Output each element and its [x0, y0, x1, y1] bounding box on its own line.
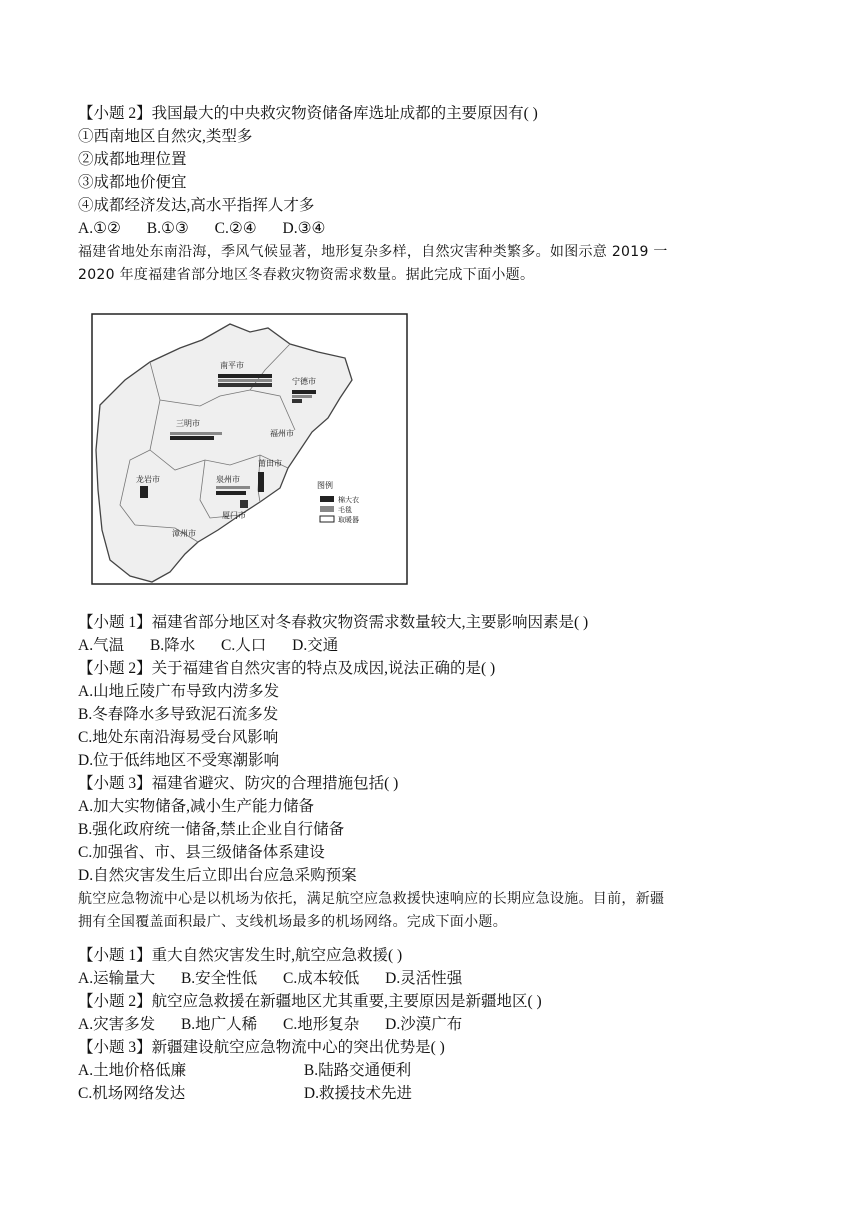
option-d: D.③④: [282, 220, 326, 237]
option-a: A.灾害多发: [78, 1016, 156, 1033]
passage-text: 航空应急物流中心是以机场为依托，满足航空应急救援快速响应的长期应急设施。目前，新疆: [78, 891, 665, 907]
question-title: 【小题 3】新疆建设航空应急物流中心的突出优势是( ): [78, 1039, 445, 1056]
option-c: C.人口: [221, 637, 267, 654]
city-label: 莆田市: [258, 459, 282, 468]
option-a: A.加大实物储备,减小生产能力储备: [78, 798, 314, 815]
bar-coat: [292, 390, 316, 394]
answer-options: [78, 969, 484, 989]
city-label: 福州市: [270, 429, 294, 438]
option-b: B.①③: [146, 220, 189, 237]
bar-heater: [218, 383, 272, 387]
city-label: 泉州市: [216, 475, 240, 484]
statement-item: ②成都地理位置: [78, 151, 187, 168]
option-b: B.陆路交通便利: [303, 1062, 412, 1079]
bar-heater: [292, 399, 302, 403]
city-label: 漳州市: [172, 529, 196, 538]
option-b: B.地广人稀: [180, 1016, 258, 1033]
legend-label: 棉大衣: [338, 496, 359, 504]
bar-blanket: [170, 432, 222, 435]
question-title: 【小题 1】福建省部分地区对冬春救灾物资需求数量较大,主要影响因素是( ): [78, 614, 589, 631]
option-c: C.地处东南沿海易受台风影响: [78, 729, 279, 746]
option-b: B.强化政府统一储备,禁止企业自行储备: [78, 821, 345, 838]
bar-blanket: [218, 379, 272, 382]
bar-coat: [258, 472, 264, 492]
option-b: B.安全性低: [180, 970, 258, 987]
legend-swatch: [320, 516, 334, 522]
option-d: D.救援技术先进: [303, 1085, 412, 1102]
legend-swatch: [320, 496, 334, 502]
statement-item: ①西南地区自然灾,类型多: [78, 128, 253, 145]
option-a: A.运输量大: [78, 970, 156, 987]
option-d: D.位于低纬地区不受寒潮影响: [78, 752, 280, 769]
legend-label: 取暖器: [338, 516, 359, 524]
bar-coat: [216, 491, 246, 495]
passage-text: 2020 年度福建省部分地区冬春救灾物资需求数量。据此完成下面小题。: [78, 267, 535, 283]
answer-options: [78, 1015, 484, 1035]
passage-text: 福建省地处东南沿海，季风气候显著，地形复杂多样，自然灾害种类繁多。如图示意 2019 一: [78, 244, 668, 260]
bar-heater: [240, 500, 248, 508]
legend-label: 毛毯: [338, 506, 352, 514]
question-title: 【小题 3】福建省避灾、防灾的合理措施包括( ): [78, 775, 399, 792]
legend-swatch: [320, 506, 334, 512]
statement-item: ③成都地价便宜: [78, 174, 187, 191]
option-d: D.交通: [292, 637, 339, 654]
answer-options: [78, 219, 347, 239]
option-a: A.土地价格低廉: [78, 1062, 187, 1079]
answer-options: [78, 1084, 526, 1104]
option-b: B.降水: [149, 637, 196, 654]
option-d: D.灵活性强: [385, 970, 463, 987]
option-c: C.机场网络发达: [78, 1085, 186, 1102]
option-b: B.冬春降水多导致泥石流多发: [78, 706, 279, 723]
legend-title: 图例: [317, 481, 333, 490]
option-c: C.地形复杂: [283, 1016, 360, 1033]
city-label: 三明市: [176, 419, 200, 428]
statement-item: ④成都经济发达,高水平指挥人才多: [78, 197, 315, 214]
bar-coat: [218, 374, 272, 378]
passage-text: 拥有全国覆盖面积最广、支线机场最多的机场网络。完成下面小题。: [78, 914, 507, 930]
option-d: D.沙漠广布: [385, 1016, 463, 1033]
bar-coat: [170, 436, 214, 440]
question-title: 【小题 2】航空应急救援在新疆地区尤其重要,主要原因是新疆地区( ): [78, 993, 542, 1010]
bar-coat: [140, 486, 148, 498]
option-c: C.成本较低: [283, 970, 360, 987]
option-a: A.山地丘陵广布导致内涝多发: [78, 683, 280, 700]
option-c: C.②④: [214, 220, 257, 237]
fujian-map-figure: [90, 310, 410, 588]
answer-options: [78, 1061, 526, 1081]
bar-blanket: [292, 395, 312, 398]
option-a: A.气温: [78, 637, 125, 654]
city-label: 龙岩市: [136, 475, 160, 484]
question-title: 【小题 1】重大自然灾害发生时,航空应急救援( ): [78, 947, 403, 964]
bar-blanket: [216, 486, 250, 489]
fujian-map: [90, 310, 410, 588]
option-c: C.加强省、市、县三级储备体系建设: [78, 844, 325, 861]
city-label: 南平市: [220, 361, 244, 370]
city-label: 宁德市: [292, 377, 316, 386]
option-d: D.自然灾害发生后立即出台应急采购预案: [78, 867, 357, 884]
question-title: 【小题 2】我国最大的中央救灾物资储备库选址成都的主要原因有( ): [78, 105, 538, 122]
question-title: 【小题 2】关于福建省自然灾害的特点及成因,说法正确的是( ): [78, 660, 496, 677]
option-a: A.①②: [78, 220, 121, 237]
city-label: 厦门市: [222, 511, 246, 520]
answer-options: [78, 636, 360, 656]
